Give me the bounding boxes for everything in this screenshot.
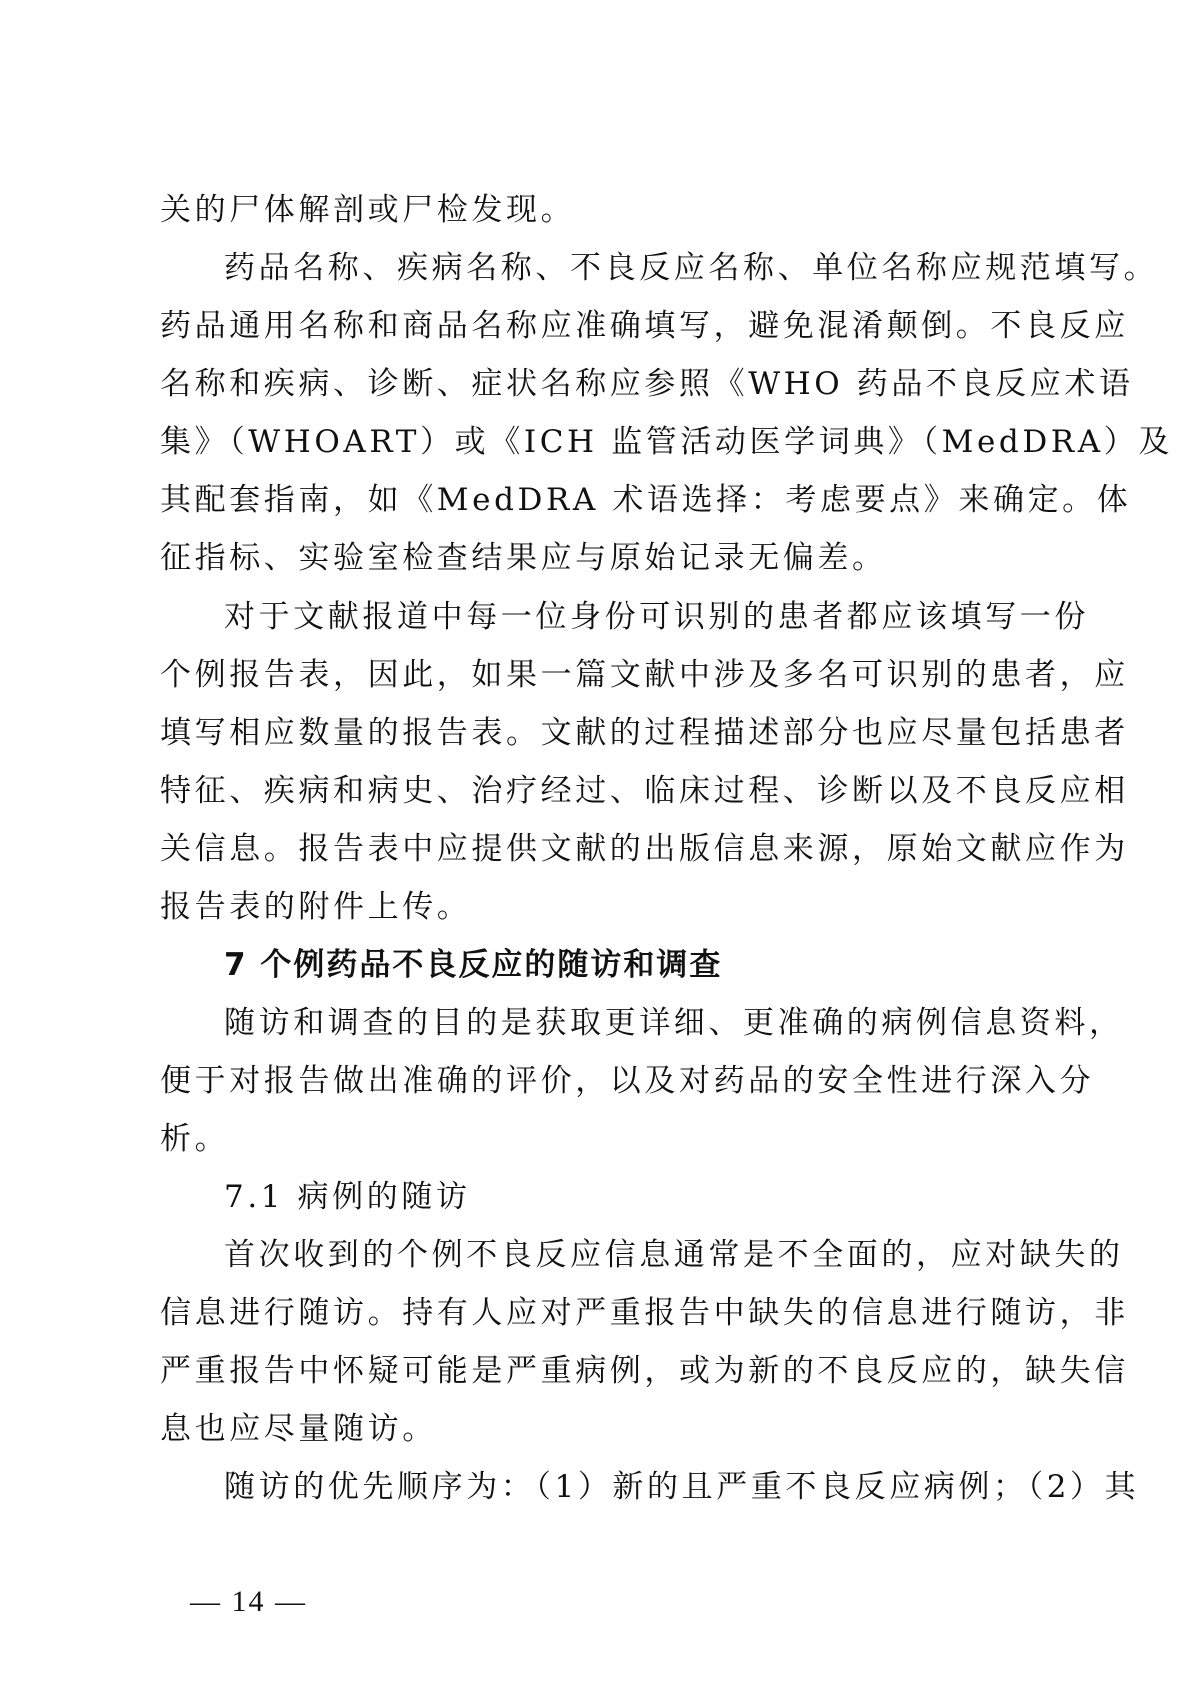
text-line: 征指标、实验室检查结果应与原始记录无偏差。 (160, 540, 887, 576)
text-line: 关的尸体解剖或尸检发现。 (160, 192, 576, 228)
text-line: 关信息。报告表中应提供文献的出版信息来源，原始文献应作为 (160, 831, 1129, 867)
text-line: 析。 (160, 1121, 230, 1157)
subsection-heading: 7.1 病例的随访 (224, 1179, 471, 1215)
text-line: 名称和疾病、诊断、症状名称应参照《WHO 药品不良反应术语 (160, 366, 1134, 402)
text-line: 其配套指南，如《MedDRA 术语选择：考虑要点》来确定。体 (160, 482, 1132, 518)
text-line: 首次收到的个例不良反应信息通常是不全面的，应对缺失的 (224, 1237, 1124, 1273)
text-line: 药品通用名称和商品名称应准确填写，避免混淆颠倒。不良反应 (160, 308, 1129, 344)
section-heading: 7 个例药品不良反应的随访和调查 (224, 947, 723, 983)
text-line: 对于文献报道中每一位身份可识别的患者都应该填写一份 (224, 599, 1089, 635)
page-number: — 14 — (190, 1585, 307, 1618)
text-line: 特征、疾病和病史、治疗经过、临床过程、诊断以及不良反应相 (160, 773, 1129, 809)
text-line: 集》（WHOART）或《ICH 监管活动医学词典》（MedDRA）及 (160, 424, 1173, 460)
text-line: 随访的优先顺序为：（1）新的且严重不良反应病例；（2）其 (224, 1469, 1140, 1505)
text-line: 严重报告中怀疑可能是严重病例，或为新的不良反应的，缺失信 (160, 1353, 1129, 1389)
text-line: 个例报告表，因此，如果一篇文献中涉及多名可识别的患者，应 (160, 657, 1129, 693)
text-line: 便于对报告做出准确的评价，以及对药品的安全性进行深入分 (160, 1063, 1095, 1099)
text-line: 药品名称、疾病名称、不良反应名称、单位名称应规范填写。 (224, 250, 1159, 286)
text-line: 填写相应数量的报告表。文献的过程描述部分也应尽量包括患者 (160, 715, 1129, 751)
text-line: 报告表的附件上传。 (160, 889, 472, 925)
text-line: 随访和调查的目的是获取更详细、更准确的病例信息资料， (224, 1005, 1124, 1041)
text-line: 息也应尽量随访。 (160, 1411, 437, 1447)
text-line: 信息进行随访。持有人应对严重报告中缺失的信息进行随访，非 (160, 1295, 1129, 1331)
